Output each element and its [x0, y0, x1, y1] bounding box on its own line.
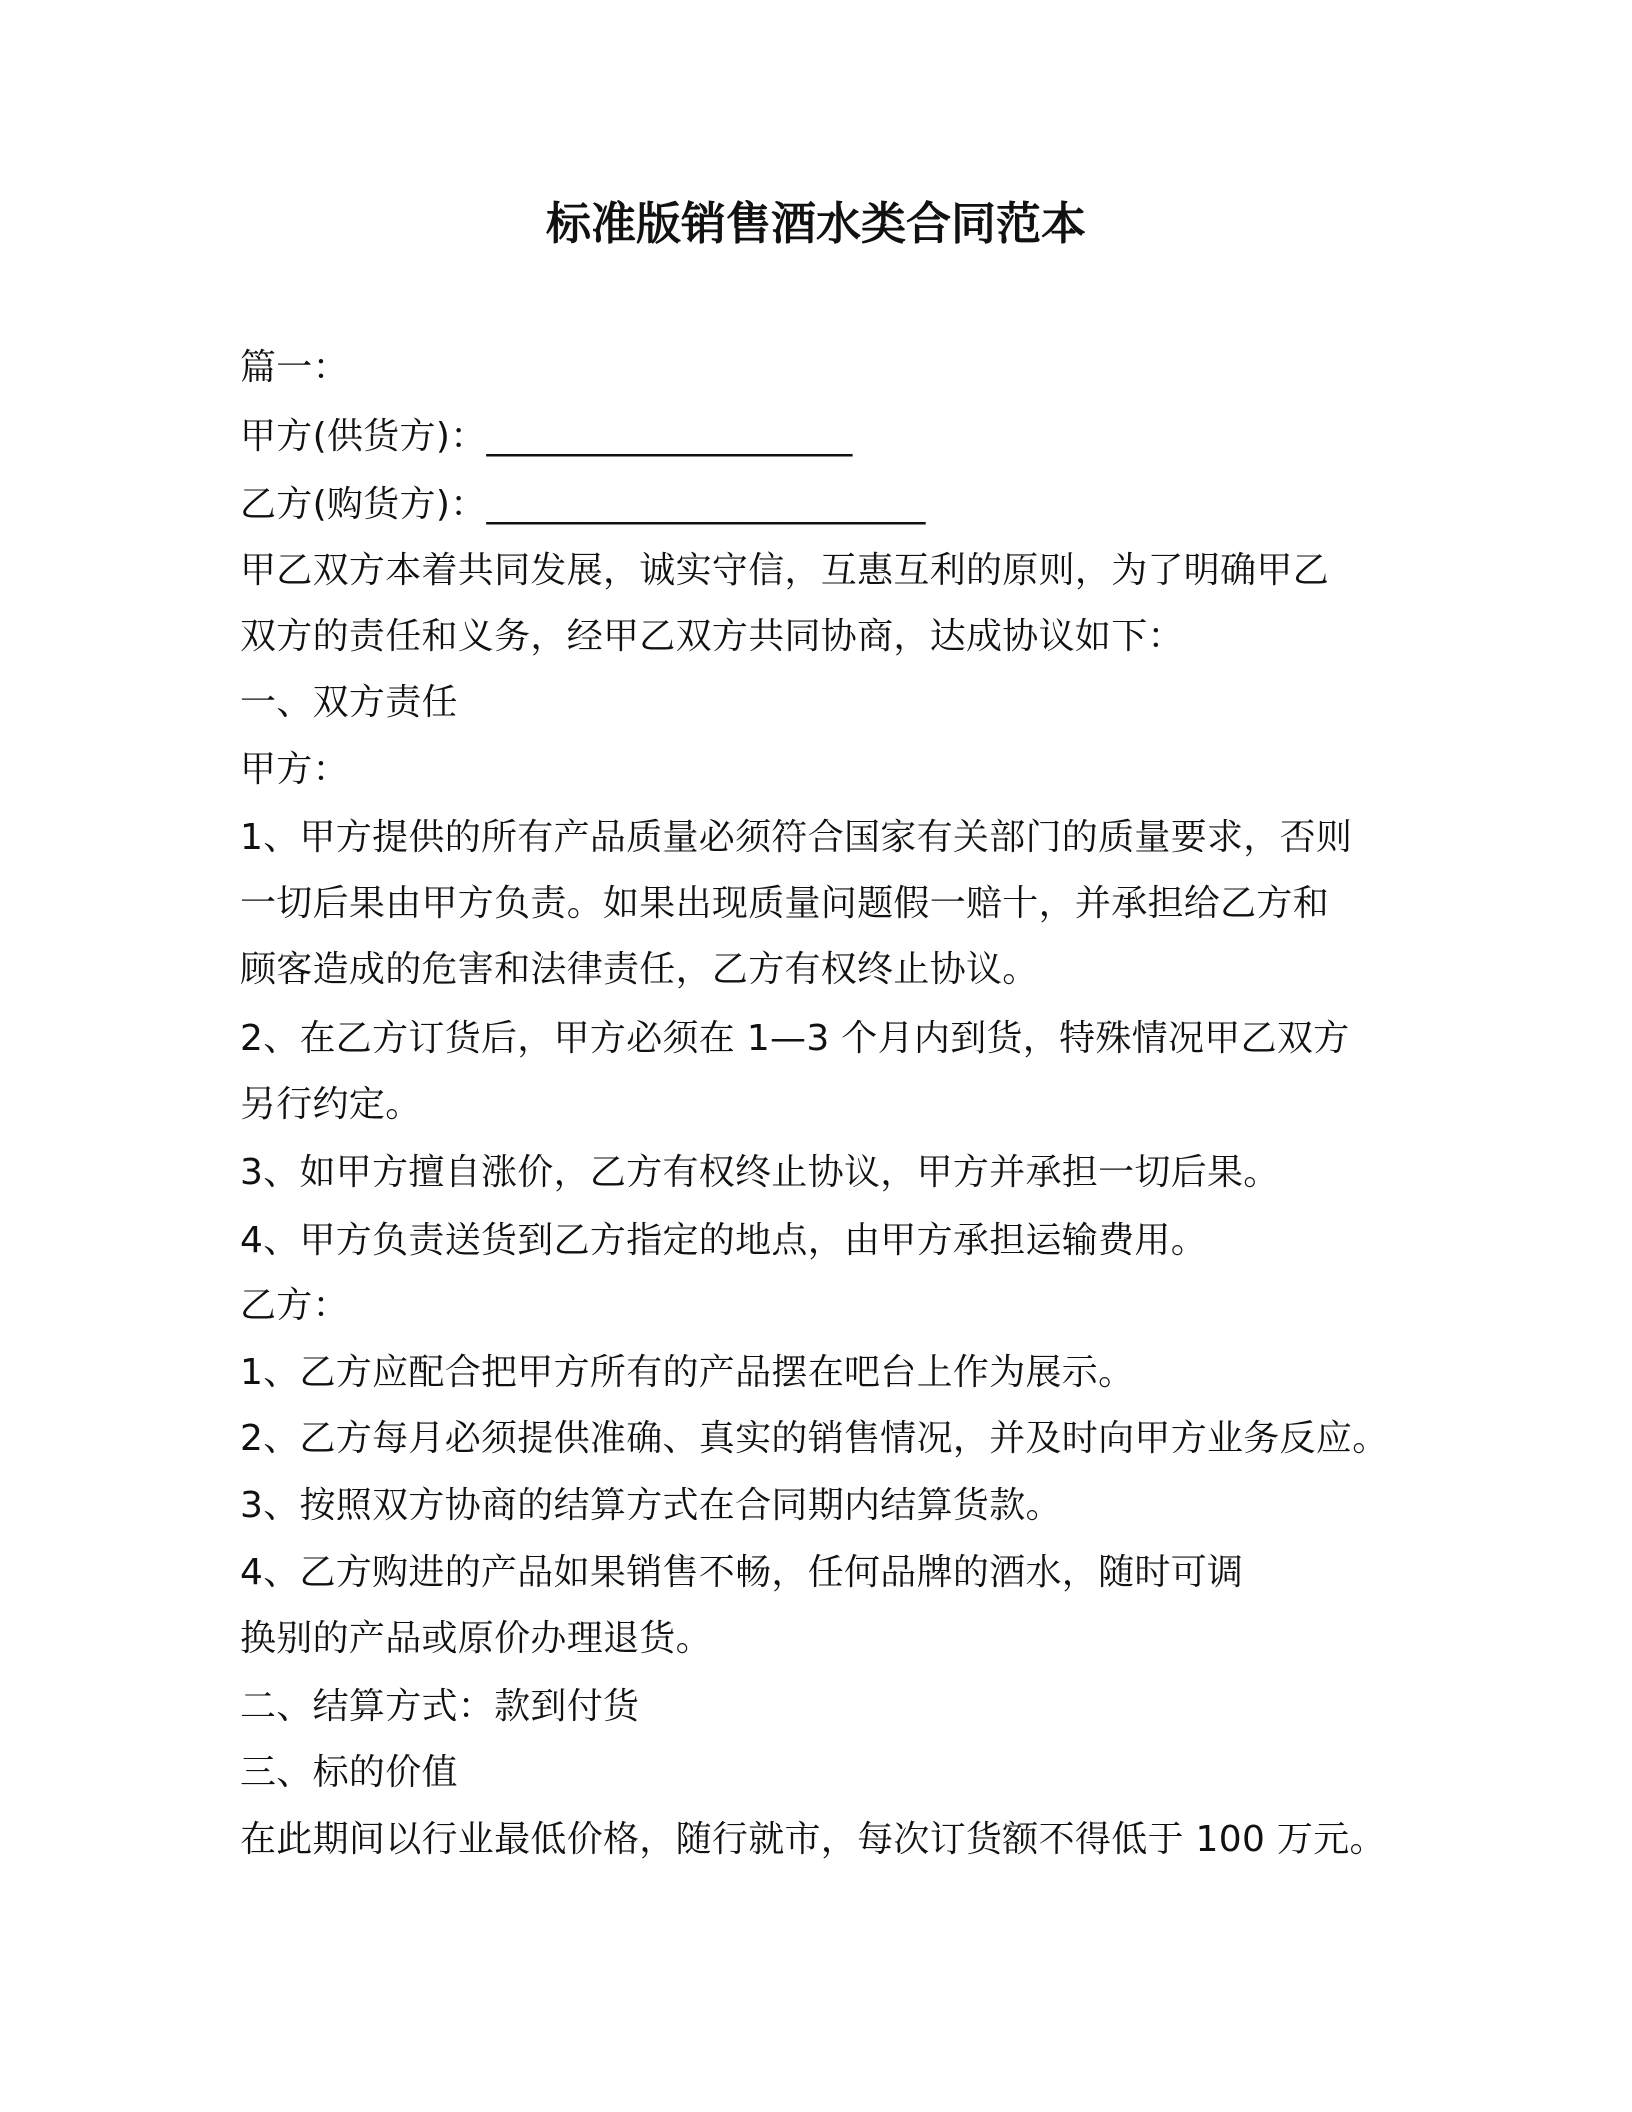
party-a-clause-2-line-1: 2、在乙方订货后，甲方必须在 1—3 个月内到货，特殊情况甲乙双方: [240, 1018, 1350, 1059]
preamble-line-2: 双方的责任和义务，经甲乙双方共同协商，达成协议如下：: [240, 616, 1184, 657]
heading-subject-value: 三、标的价值: [240, 1752, 458, 1793]
preamble-line-1: 甲乙双方本着共同发展，诚实守信，互惠互利的原则，为了明确甲乙: [240, 550, 1330, 591]
document-title: 标准版销售酒水类合同范本: [545, 197, 1086, 250]
subject-value-clause: 在此期间以行业最低价格，随行就市，每次订货额不得低于 100 万元。: [240, 1819, 1386, 1860]
party-b-clause-1: 1、乙方应配合把甲方所有的产品摆在吧台上作为展示。: [240, 1352, 1135, 1393]
party-b-clause-4-line-2: 换别的产品或原价办理退货。: [240, 1618, 712, 1659]
heading-settlement: 二、结算方式：款到付货: [240, 1686, 640, 1727]
party-a-clause-4: 4、甲方负责送货到乙方指定的地点，由甲方承担运输费用。: [240, 1220, 1208, 1261]
heading-party-a: 甲方：: [240, 749, 349, 790]
section-label-part-one: 篇一：: [240, 347, 349, 388]
party-b-clause-4-line-1: 4、乙方购进的产品如果销售不畅，任何品牌的酒水，随时可调: [240, 1552, 1244, 1593]
party-a-clause-3: 3、如甲方擅自涨价，乙方有权终止协议，甲方并承担一切后果。: [240, 1152, 1280, 1193]
party-b-purchaser-line: 乙方(购货方)：________________________: [240, 484, 926, 525]
party-a-clause-1-line-1: 1、甲方提供的所有产品质量必须符合国家有关部门的质量要求，否则: [240, 817, 1353, 858]
party-b-clause-2: 2、乙方每月必须提供准确、真实的销售情况，并及时向甲方业务反应。: [240, 1418, 1389, 1459]
party-a-clause-1-line-2: 一切后果由甲方负责。如果出现质量问题假一赔十，并承担给乙方和: [240, 883, 1330, 924]
party-a-clause-1-line-3: 顾客造成的危害和法律责任，乙方有权终止协议。: [240, 949, 1039, 990]
party-a-clause-2-line-2: 另行约定。: [240, 1084, 422, 1125]
party-a-supplier-line: 甲方(供货方)：____________________: [240, 416, 853, 457]
heading-party-b: 乙方：: [240, 1285, 349, 1326]
heading-mutual-duties: 一、双方责任: [240, 682, 458, 723]
party-b-clause-3: 3、按照双方协商的结算方式在合同期内结算货款。: [240, 1485, 1062, 1526]
